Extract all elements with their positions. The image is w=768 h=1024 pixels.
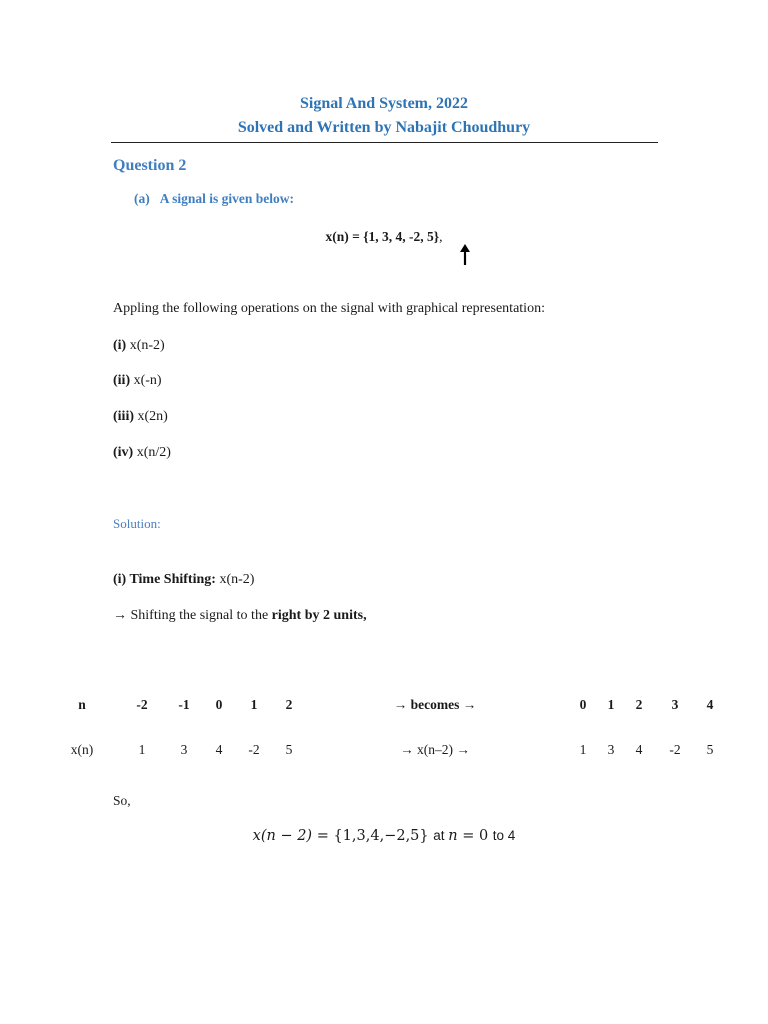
step-expr: x(n-2) [215,572,255,587]
signal-tail: , [439,229,443,244]
table-cell: 5 [285,742,293,757]
step-heading [113,572,254,588]
table-cell: 1 [579,742,587,757]
part-a-text: A signal is given below: [159,191,295,206]
signal-definition [0,229,768,245]
table-cell: 1 [250,697,258,712]
operation-4-label: (iv) [113,445,134,460]
table-cell: 3 [180,742,188,757]
result-equation [0,828,768,845]
operation-3-label: (iii) [113,409,134,424]
table-row2-transition: → x(n–2) → [400,742,470,757]
header-rule [111,142,658,143]
step-label: (i) Time Shifting: [113,572,216,587]
table-cell: 1 [138,742,146,757]
part-a-heading [134,191,294,207]
operation-4 [113,445,171,461]
document-subtitle: Solved and Written by Nabajit Choudhury [237,119,531,136]
result-at: at [433,828,449,843]
table-cell: 4 [635,742,643,757]
table-cell: -2 [669,742,681,757]
operation-3-expr: x(2n) [134,409,168,424]
table-cell: 0 [579,697,587,712]
document-title: Signal And System, 2022 [299,95,469,112]
operation-2-label: (ii) [113,373,131,388]
shift-bold: right by 2 units, [271,608,367,623]
table-row1-header: n [78,697,86,712]
signal-origin-value: 4 [395,229,403,244]
operation-1 [113,338,165,354]
table-row2-header: x(n) [70,742,94,757]
table-row1-transition: → becomes → [393,697,477,712]
table-cell: 3 [607,742,615,757]
origin-arrow-icon [458,244,472,266]
shift-description [113,608,367,624]
table-cell: 4 [706,697,714,712]
operation-4-expr: x(n/2) [133,445,171,460]
operation-1-expr: x(n-2) [126,338,165,353]
so-label: So, [113,793,131,808]
result-n: n [448,828,458,844]
operation-1-label: (i) [113,338,127,353]
result-eq2: = 0 [457,828,493,844]
table-cell: 0 [215,697,223,712]
signal-rhs: , -2, 5} [402,229,440,244]
part-a-label: (a) [134,191,150,206]
table-cell: -1 [178,697,190,712]
result-values: = {1,3,4,−2,5} [312,828,434,844]
solution-label: Solution: [113,516,161,531]
table-cell: 2 [285,697,293,712]
result-to: to 4 [492,828,516,843]
shift-prefix: → Shifting the signal to the [113,608,272,623]
operation-3 [113,409,168,425]
result-lhs: x(n − 2) [252,828,313,844]
table-cell: 2 [635,697,643,712]
operations-intro: Appling the following operations on the signal with graphical representation: [113,301,545,316]
signal-lhs: x(n) = {1, 3, [325,229,396,244]
operation-2 [113,373,162,389]
table-cell: -2 [136,697,148,712]
operation-2-expr: x(-n) [130,373,162,388]
table-cell: 3 [671,697,679,712]
table-cell: 1 [607,697,615,712]
question-heading: Question 2 [113,157,187,174]
table-cell: 5 [706,742,714,757]
table-cell: -2 [248,742,260,757]
table-cell: 4 [215,742,223,757]
